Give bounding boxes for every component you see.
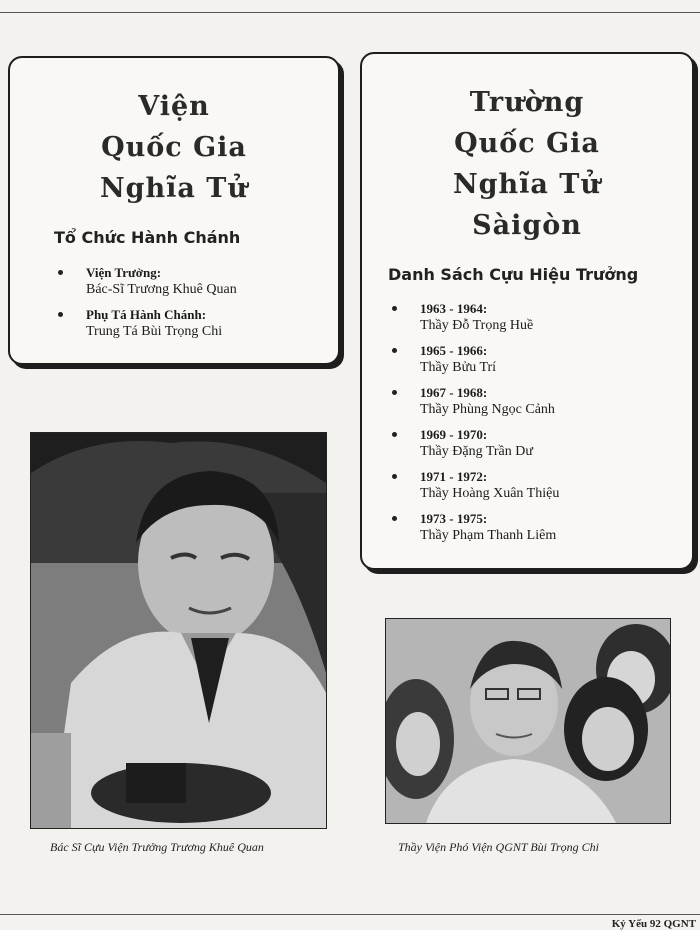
bullet-icon bbox=[392, 432, 397, 437]
institute-admin-box bbox=[8, 56, 340, 365]
school-title-line-1: Trường bbox=[469, 87, 585, 118]
list-item bbox=[58, 306, 237, 341]
item-value: Trung Tá Bùi Trọng Chi bbox=[86, 324, 223, 339]
top-rule bbox=[0, 12, 700, 13]
item-label: 1973 - 1975: bbox=[420, 511, 488, 526]
item-value: Thầy Phạm Thanh Liêm bbox=[420, 528, 557, 543]
school-title-line-2: Quốc Gia bbox=[454, 128, 600, 159]
principals-heading: Danh Sách Cựu Hiệu Trưởng bbox=[388, 265, 639, 284]
school-title bbox=[362, 82, 692, 246]
bullet-icon bbox=[392, 390, 397, 395]
director-photo-illustration bbox=[31, 433, 326, 828]
item-value: Thầy Đặng Trần Dư bbox=[420, 444, 533, 459]
admin-heading: Tổ Chức Hành Chánh bbox=[54, 228, 241, 247]
item-label: 1967 - 1968: bbox=[420, 385, 488, 400]
principals-list bbox=[392, 300, 559, 552]
list-item bbox=[392, 342, 559, 377]
school-title-line-4: Sàigòn bbox=[472, 210, 582, 241]
bullet-icon bbox=[392, 516, 397, 521]
institute-title-line-3: Nghĩa Tử bbox=[99, 173, 249, 204]
item-value: Thầy Hoàng Xuân Thiệu bbox=[420, 486, 560, 501]
footer-label: Kỷ Yếu 92 QGNT bbox=[611, 918, 696, 930]
list-item bbox=[392, 426, 559, 461]
list-item bbox=[392, 300, 559, 335]
item-value: Thầy Bửu Trí bbox=[420, 360, 497, 375]
item-label: 1963 - 1964: bbox=[420, 301, 488, 316]
bullet-icon bbox=[392, 348, 397, 353]
bullet-icon bbox=[392, 306, 397, 311]
item-label: 1971 - 1972: bbox=[420, 469, 488, 484]
item-value: Thầy Phùng Ngọc Cảnh bbox=[420, 402, 555, 417]
deputy-photo-caption: Thầy Viện Phó Viện QGNT Bùi Trọng Chi bbox=[398, 840, 600, 854]
item-label: 1969 - 1970: bbox=[420, 427, 488, 442]
item-label: Viện Trưởng: bbox=[86, 265, 162, 280]
admin-list bbox=[58, 264, 237, 348]
director-photo bbox=[30, 432, 327, 829]
item-label: Phụ Tá Hành Chánh: bbox=[86, 307, 207, 322]
school-title-line-3: Nghĩa Tử bbox=[452, 169, 602, 200]
bullet-icon bbox=[58, 312, 63, 317]
item-label: 1965 - 1966: bbox=[420, 343, 488, 358]
deputy-photo bbox=[385, 618, 671, 824]
list-item bbox=[392, 384, 559, 419]
director-photo-caption: Bác Sĩ Cựu Viện Trưởng Trương Khuê Quan bbox=[50, 840, 264, 854]
deputy-photo-illustration bbox=[386, 619, 670, 823]
institute-title bbox=[10, 86, 338, 209]
list-item bbox=[58, 264, 237, 299]
item-value: Bác-Sĩ Trương Khuê Quan bbox=[86, 282, 237, 297]
item-value: Thầy Đỗ Trọng Huề bbox=[420, 318, 534, 333]
list-item bbox=[392, 468, 559, 503]
bottom-rule bbox=[0, 914, 700, 915]
bullet-icon bbox=[58, 270, 63, 275]
school-principals-box bbox=[360, 52, 694, 570]
list-item bbox=[392, 510, 559, 545]
institute-title-line-2: Quốc Gia bbox=[101, 132, 247, 163]
institute-title-line-1: Viện bbox=[138, 91, 210, 122]
bullet-icon bbox=[392, 474, 397, 479]
